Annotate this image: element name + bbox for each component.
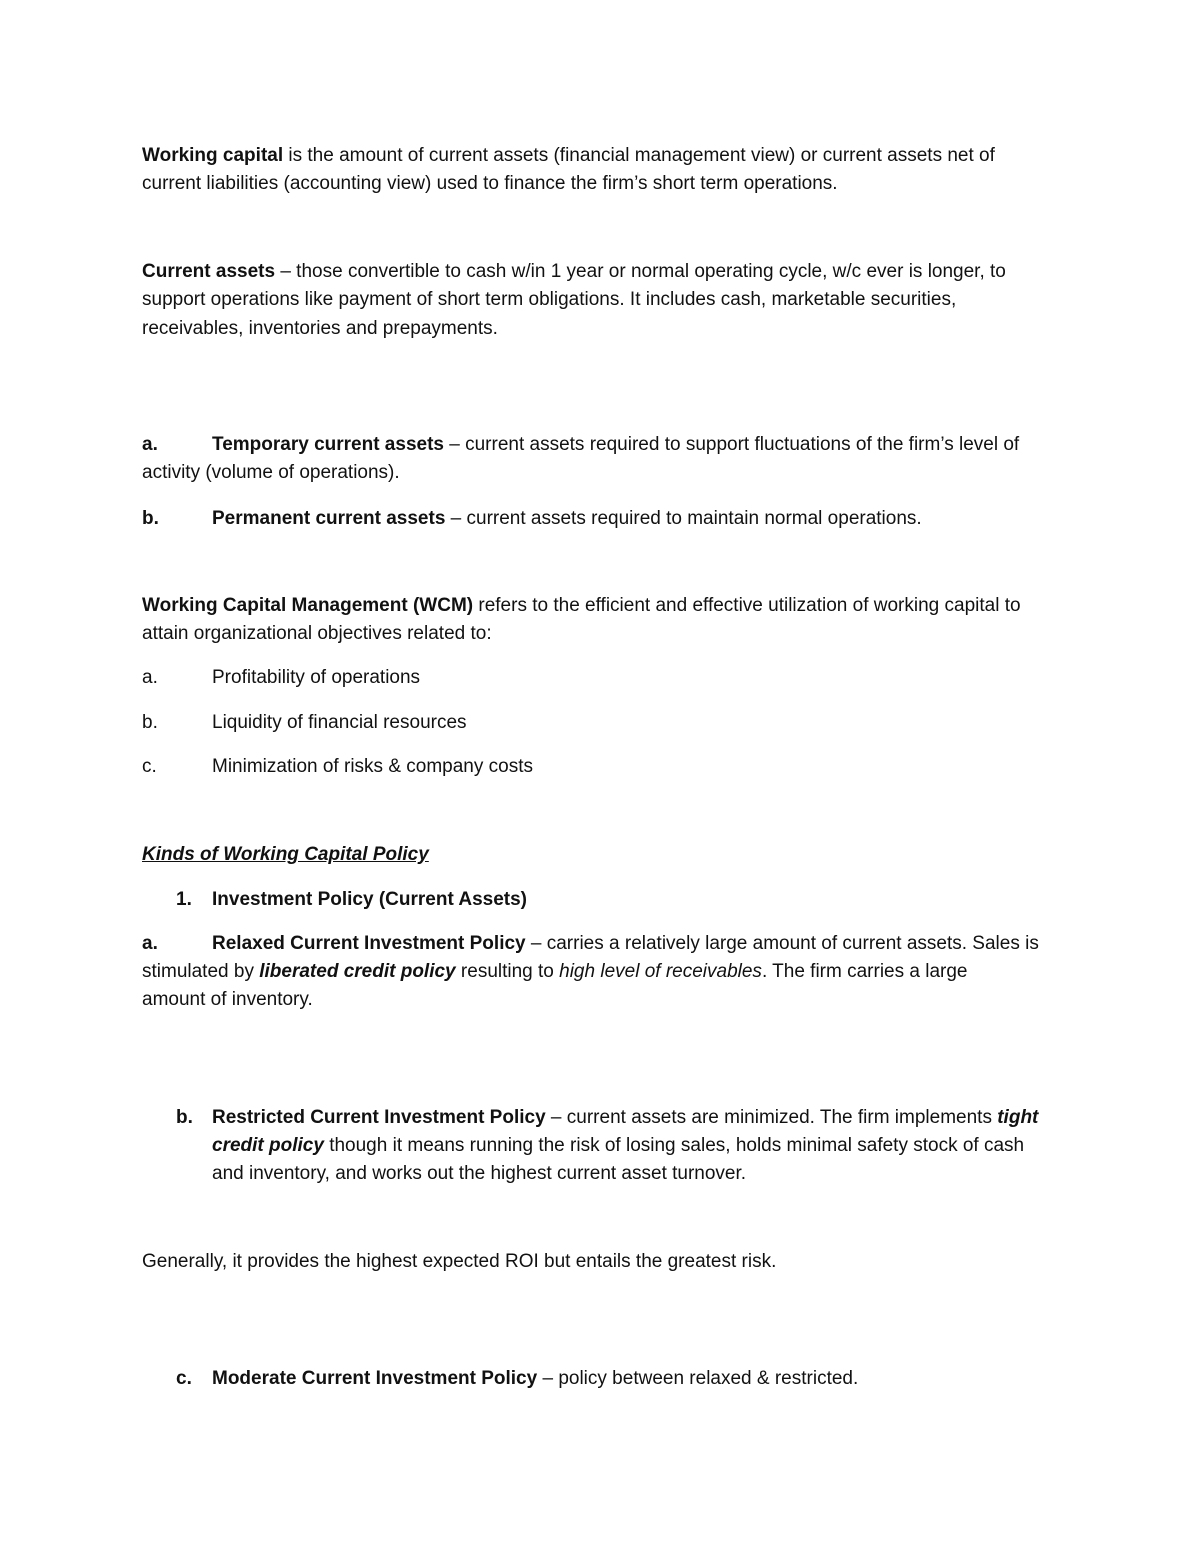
tight-emphasis: tight <box>997 1107 1039 1128</box>
temporary-ca-item <box>212 431 1019 459</box>
wcm-term: Working Capital Management (WCM) <box>142 595 474 616</box>
high-receivables-emphasis: high level of receivables <box>559 961 762 982</box>
relaxed-policy-line-3: amount of inventory. <box>142 989 313 1010</box>
moderate-policy-marker: c. <box>176 1368 192 1389</box>
temporary-ca-text: – current assets required to support fluctuations of the firm’s level of <box>443 434 1020 455</box>
wcm-definition-line-1 <box>142 592 1021 620</box>
credit-policy-emphasis: credit policy <box>212 1135 324 1156</box>
wcm-definition-text: refers to the efficient and effective utilization of working capital to <box>473 595 1021 616</box>
moderate-policy-line: Moderate Current Investment Policy – policy between relaxed & restricted. <box>212 1368 859 1389</box>
restricted-policy-line-1: Restricted Current Investment Policy – current assets are minimized. The firm implements tight <box>212 1107 1039 1128</box>
current-assets-term: Current assets <box>142 261 276 282</box>
relaxed-policy-marker: a. <box>142 933 158 954</box>
relaxed-policy-term: Relaxed Current Investment Policy <box>212 933 526 954</box>
investment-policy-title: Investment Policy (Current Assets) <box>212 889 527 910</box>
objective-b-text: Liquidity of financial resources <box>212 712 467 733</box>
restricted-policy-marker: b. <box>176 1107 193 1128</box>
permanent-ca-marker: b. <box>142 508 159 529</box>
temporary-ca-term: Temporary current assets <box>212 434 444 455</box>
policy-heading-text: Kinds of Working Capital Policy <box>142 844 429 865</box>
working-capital-definition-line-2: current liabilities (accounting view) used to finance the firm’s short term operations. <box>142 173 838 194</box>
restricted-policy-line-3: and inventory, and works out the highest current asset turnover. <box>212 1163 747 1184</box>
investment-policy-marker: 1. <box>176 889 192 910</box>
objective-c-text: Minimization of risks & company costs <box>212 756 533 777</box>
restricted-policy-term: Restricted Current Investment Policy <box>212 1107 546 1128</box>
working-capital-definition-text: is the amount of current assets (financial management view) or current assets net of <box>283 145 995 166</box>
working-capital-term: Working capital <box>142 145 284 166</box>
relaxed-policy-line-2: stimulated by liberated credit policy resulting to high level of receivables. The firm carries a large <box>142 961 968 982</box>
relaxed-policy-line-1: Relaxed Current Investment Policy – carries a relatively large amount of current assets. Sales is <box>212 933 1039 954</box>
objective-b-marker: b. <box>142 712 158 733</box>
objective-a-marker: a. <box>142 667 158 688</box>
permanent-ca-text: – current assets required to maintain normal operations. <box>445 508 922 529</box>
current-assets-definition-text: – those convertible to cash w/in 1 year or normal operating cycle, w/c ever is longer, to <box>275 261 1006 282</box>
permanent-ca-item <box>212 505 922 533</box>
permanent-ca-term: Permanent current assets <box>212 508 446 529</box>
temporary-ca-line-2: activity (volume of operations). <box>142 462 400 483</box>
policy-heading <box>142 841 429 869</box>
objective-a-text: Profitability of operations <box>212 667 421 688</box>
working-capital-definition-line-1 <box>142 142 995 170</box>
temporary-ca-marker: a. <box>142 434 158 455</box>
wcm-definition-line-2: attain organizational objectives related to: <box>142 623 492 644</box>
current-assets-definition-line-2: support operations like payment of short term obligations. It includes cash, marketable securities, <box>142 289 957 310</box>
general-note: Generally, it provides the highest expected ROI but entails the greatest risk. <box>142 1251 777 1272</box>
restricted-policy-line-2: credit policy though it means running the risk of losing sales, holds minimal safety stock of cash <box>212 1135 1025 1156</box>
objective-c-marker: c. <box>142 756 157 777</box>
current-assets-definition-line-3: receivables, inventories and prepayments. <box>142 318 498 339</box>
liberated-credit-policy-emphasis: liberated credit policy <box>259 961 456 982</box>
moderate-policy-term: Moderate Current Investment Policy <box>212 1368 538 1389</box>
current-assets-definition-line-1 <box>142 258 1006 286</box>
